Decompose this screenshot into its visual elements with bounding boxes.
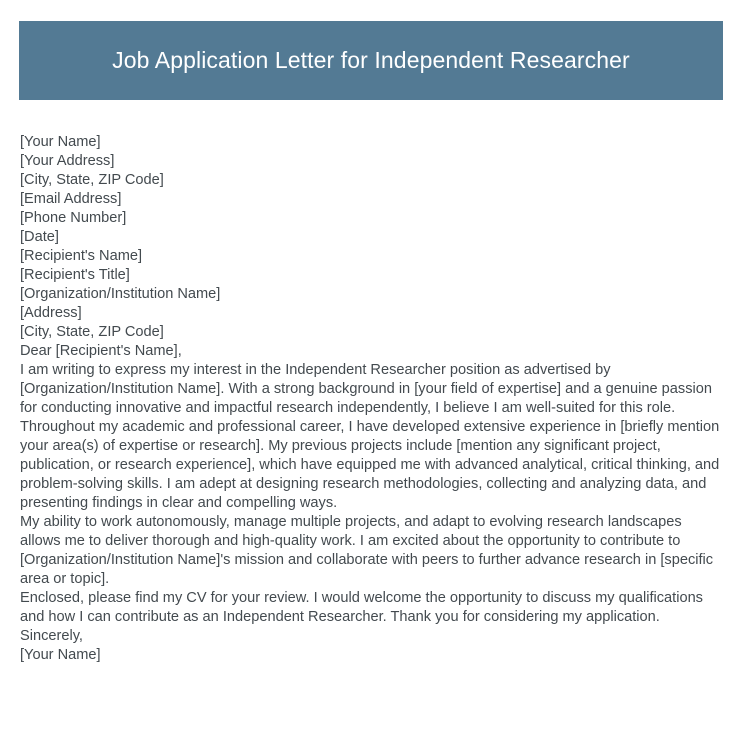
signature-name: [Your Name] (20, 647, 101, 663)
letter-body (20, 133, 722, 665)
body-paragraph: Enclosed, please find my CV for your review. I would welcome the opportunity to discuss my qualifications and how I can contribute as an Independent Researcher. Thank you for considering my application. (20, 590, 703, 625)
sender-line: [City, State, ZIP Code] (20, 172, 164, 188)
recipient-address-block (20, 247, 722, 342)
salutation: Dear [Recipient's Name], (20, 343, 182, 359)
closing: Sincerely, (20, 628, 83, 644)
sender-line: [Email Address] (20, 191, 122, 207)
body-paragraph: Throughout my academic and professional career, I have developed extensive experience in [briefly mention your area(s) of expertise or research]. My previous projects include [mention any significant project, publication, or research experience], which have equipped me with advanced analytical, critical thinking, and problem-solving skills. I am adept at designing research methodologies, collecting and analyzing data, and presenting findings in clear and compelling ways. (20, 419, 720, 511)
sender-address-block (20, 133, 722, 247)
letter-header-banner (19, 21, 723, 100)
recipient-line: [Address] (20, 305, 82, 321)
sender-line: [Your Address] (20, 153, 115, 169)
page-title: Job Application Letter for Independent Researcher (112, 46, 630, 73)
body-paragraph: I am writing to express my interest in the Independent Researcher position as advertised by [Organization/Institution Name]. With a strong background in [your field of expertise] and a genuine passion for conducting innovative and impactful research independently, I believe I am well-suited for this role. (20, 362, 712, 416)
sender-line: [Date] (20, 229, 59, 245)
sender-line: [Phone Number] (20, 210, 127, 226)
recipient-line: [City, State, ZIP Code] (20, 324, 164, 340)
body-paragraph: My ability to work autonomously, manage multiple projects, and adapt to evolving research landscapes allows me to deliver thorough and high-quality work. I am excited about the opportunity to contribute to [Organization/Institution Name]'s mission and collaborate with peers to further advance research in [specific area or topic]. (20, 514, 714, 587)
recipient-line: [Organization/Institution Name] (20, 286, 221, 302)
recipient-line: [Recipient's Title] (20, 267, 130, 283)
recipient-line: [Recipient's Name] (20, 248, 143, 264)
sender-line: [Your Name] (20, 134, 101, 150)
